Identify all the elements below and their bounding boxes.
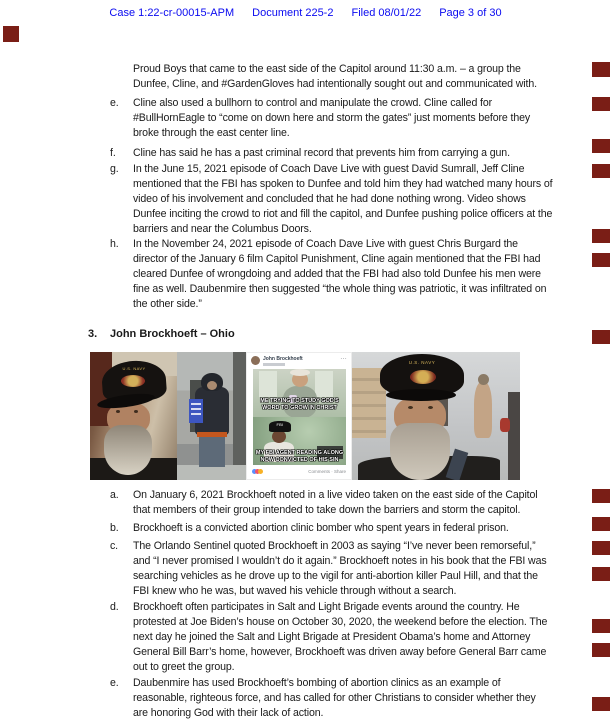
upper-list (110, 62, 554, 312)
list-item-text: Proud Boys that came to the east side of the Capitol around 11:30 a.m. – a group the Dunfee, Cline, and #GardenGloves had intentionally sought out and communicated with. (133, 63, 537, 90)
redaction-mark (592, 330, 610, 344)
list-item-label: c. (110, 540, 119, 552)
eye-shape (134, 410, 138, 413)
redaction-mark (592, 643, 610, 657)
post-footer (252, 468, 346, 477)
court-header (0, 7, 611, 19)
redaction-mark (592, 229, 610, 243)
redaction-mark (592, 517, 610, 531)
post-author-name: John Brockhoeft (263, 356, 303, 362)
list-item-text: Cline has said he has a past criminal record that prevents him from carrying a gun. (133, 147, 510, 159)
redaction-mark (592, 567, 610, 581)
cap-emblem-shape (121, 375, 145, 387)
header-page-number: Page 3 of 30 (439, 7, 502, 19)
face-shape (207, 381, 217, 390)
list-item-label: b. (110, 522, 119, 534)
fbi-cap-text: FBI (276, 422, 284, 427)
photo-social-media-post (246, 352, 352, 480)
lower-list (110, 488, 554, 721)
bystander-shape (474, 382, 492, 438)
list-item-e (110, 96, 554, 141)
list-item-text: Cline also used a bullhorn to control and manipulate the crowd. Cline called for #BullHornEagle to “come on down here and storm the gates” just moments before they broke through the east center line. (133, 97, 531, 139)
header-filed-date: Filed 08/01/22 (351, 7, 422, 19)
photo-bearded-man-navy-cap-indoors (90, 352, 177, 480)
redaction-mark (592, 619, 610, 633)
list-item-label: h. (110, 238, 119, 250)
beard-shape (104, 425, 152, 475)
photo-hooded-figure-outdoors (177, 352, 246, 480)
redaction-mark (592, 164, 610, 178)
legs-shape (199, 437, 225, 467)
section-number: 3. (88, 328, 98, 340)
meme-top-caption: ME TRYING TO STUDY GOD'S WORD TO GROW IN CHRIST (260, 398, 339, 411)
cap-emblem-shape (410, 370, 436, 384)
eye-shape (116, 410, 120, 413)
beard-shape (390, 423, 450, 480)
meme-bottom-caption: MY FBI AGENT READING ALONG NOW CONVICTED OF HIS SIN (255, 450, 344, 463)
list-item-continuation (110, 62, 554, 92)
list-item-label: a. (110, 489, 119, 501)
list-item-f (110, 146, 554, 161)
list-item-text: In the November 24, 2021 episode of Coach Dave Live with guest Chris Burgard the director of the January 6 film Capitol Punishment, Cline again mentioned that the FBI had cleared Dunfee of wrongdoing and added that the FBI had also told Dunfee his men were fine as well. Daubenmire then suggested “the whole thing was patriotic, it was infiltrated on the other side.” (133, 238, 547, 310)
list-item-h (110, 237, 554, 312)
list-item-e2 (110, 676, 554, 721)
list-item-text: The Orlando Sentinel quoted Brockhoeft in 2003 as saying “I’ve never been remorseful,” and “I never promised I wouldn’t do it again.” Brockhoeft notes in his book that the FBI was searching vehicles as he drove up to the vigil for anti-abortion killer Paul Hill, and that the FBI knew who he was, but waved his vehicle through without a search. (133, 540, 547, 597)
list-item-text: In the June 15, 2021 episode of Coach Dave Live with guest David Sumrall, Jeff Cline mentioned that the FBI has spoken to Dunfee and told him they had watched many hours of video of his involvement and concluded that he had done nothing wrong. Video shows Dunfee inciting the crowd to riot and fill the capitol, and Dunfee pushing police officers at the barriers and near the Columbus Doors. (133, 163, 553, 235)
list-item-text: Brockhoeft is a convicted abortion clinic bomber who spent years in federal prison. (133, 522, 509, 534)
column-shape (233, 352, 246, 480)
header-document-number: Document 225-2 (252, 7, 334, 19)
redaction-mark (592, 139, 610, 153)
redaction-mark (592, 541, 610, 555)
meme-image (253, 369, 346, 465)
eye-shape (408, 406, 413, 409)
post-menu-icon: … (340, 354, 347, 361)
red-accent-shape (500, 418, 510, 432)
list-item-label: g. (110, 163, 119, 175)
redaction-mark (592, 253, 610, 267)
section-heading (88, 328, 235, 340)
redaction-mark (592, 97, 610, 111)
list-item-b (110, 521, 554, 536)
list-item-text: Daubenmire has used Brockhoeft’s bombing of abortion clinics as an example of reasonable, righteous force, and has called for other Christians to consider whether they are honoring God with their lack of action. (133, 677, 536, 719)
navy-cap-text: U.S. NAVY (408, 360, 436, 365)
list-item-label: d. (110, 601, 119, 613)
list-item-text: Brockhoeft often participates in Salt and Light Brigade events around the country. He protested at Joe Biden’s house on October 30, 2020, the weekend before the election. The next day he joined the Salt and Light Brigade at President Obama’s home and Attorney General Bill Barr’s home, however, Brockhoeft was driven away before General Barr came out to greet the group. (133, 601, 548, 673)
cap-brim-shape (386, 389, 456, 401)
list-item-c (110, 539, 554, 599)
post-date-bar (263, 363, 285, 366)
list-item-label (110, 62, 133, 92)
bystander-head-shape (478, 374, 489, 385)
list-item-a (110, 488, 554, 518)
redaction-mark (3, 26, 19, 42)
dark-figure-shape (508, 392, 520, 480)
list-item-d (110, 600, 554, 675)
section-title: John Brockhoeft – Ohio (110, 328, 235, 340)
haha-reaction-icon (258, 469, 263, 474)
redaction-mark (592, 62, 610, 77)
comments-share-label: Comments · Share (308, 469, 346, 474)
orange-trim-shape (197, 432, 227, 437)
list-item-text: On January 6, 2021 Brockhoeft noted in a live video taken on the east side of the Capitol that members of their group intended to take down the barriers and storm the capitol. (133, 489, 538, 516)
list-item-label: e. (110, 677, 119, 689)
photo-bearded-man-navy-cap-outdoors (352, 352, 520, 480)
navy-cap-text: U.S. NAVY (122, 366, 146, 371)
avatar (251, 356, 260, 365)
list-item-label: e. (110, 97, 119, 109)
list-item-label: f. (110, 147, 116, 159)
list-item-g (110, 162, 554, 237)
redaction-mark (592, 697, 610, 711)
header-case-number: Case 1:22-cr-00015-APM (109, 7, 235, 19)
eye-shape (428, 406, 433, 409)
harold-hair-shape (290, 369, 310, 376)
blue-sign-shape (189, 399, 203, 423)
redaction-mark (592, 489, 610, 503)
ground-shape (177, 465, 246, 480)
window-shape (259, 371, 277, 397)
photo-strip (90, 352, 520, 480)
